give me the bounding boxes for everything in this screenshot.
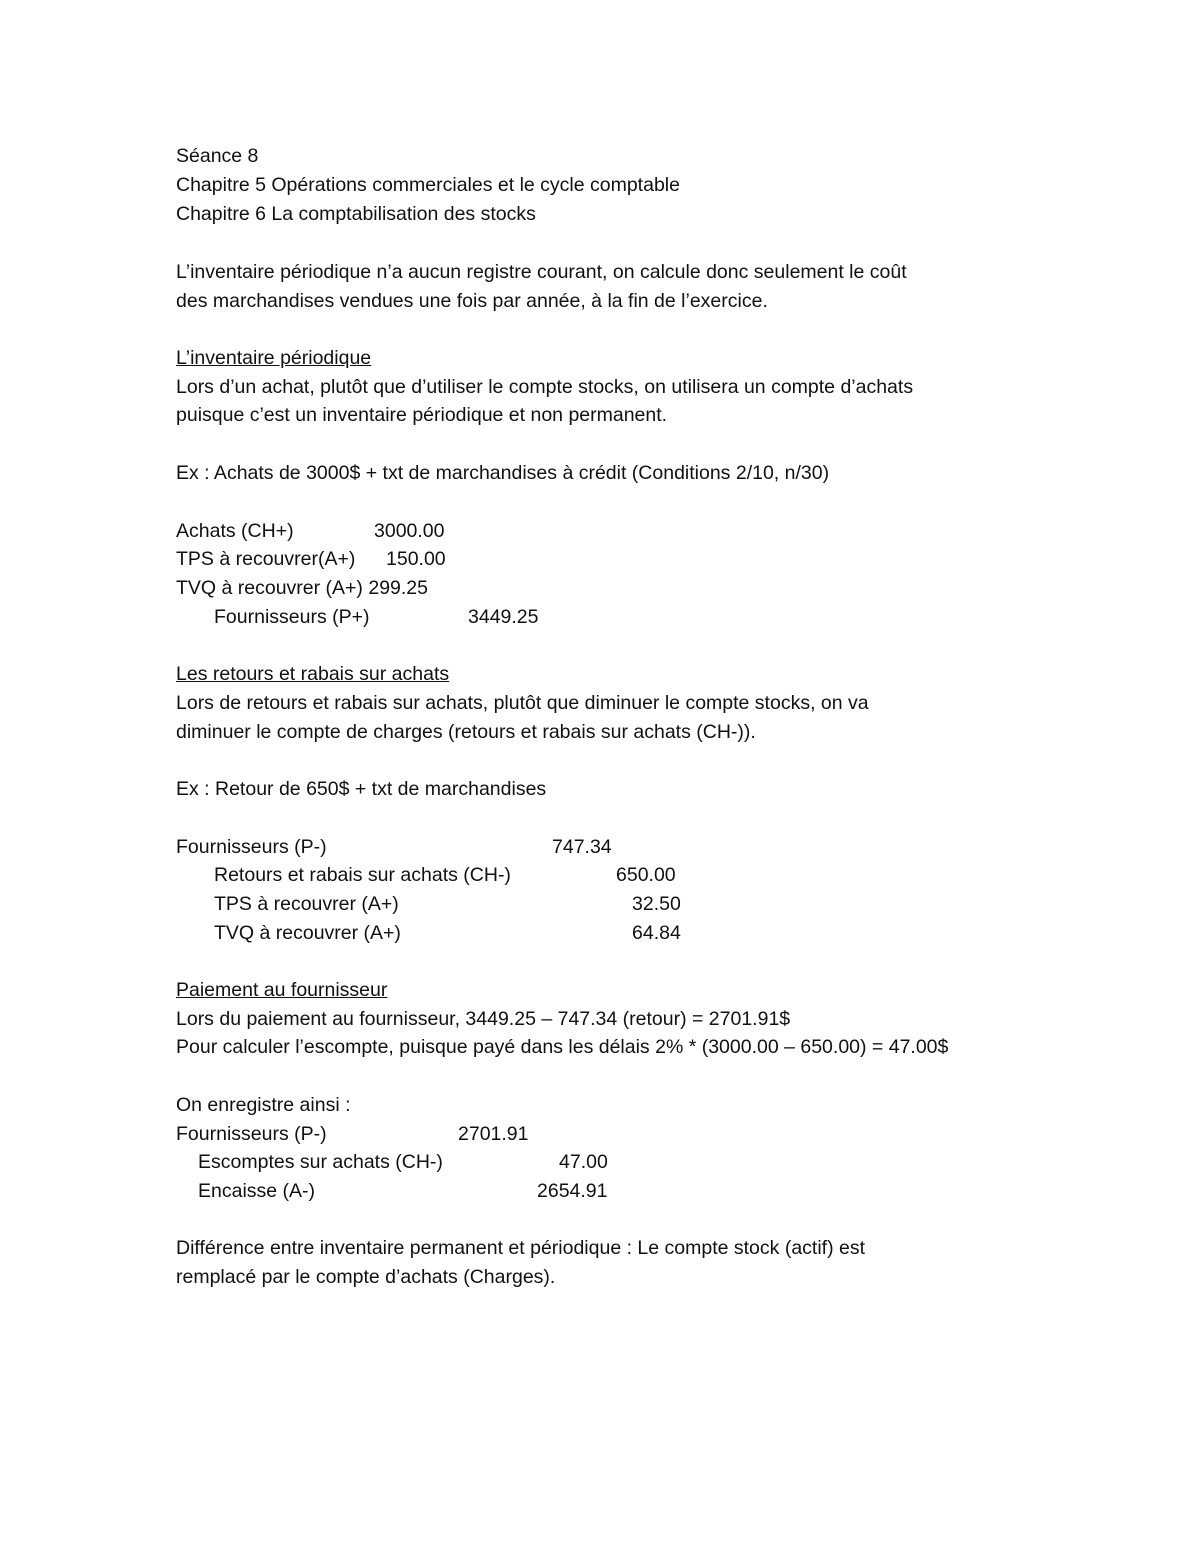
conclusion-line-1: Différence entre inventaire permanent et périodique : Le compte stock (actif) est — [176, 1237, 866, 1259]
entry-account: Fournisseurs (P-) — [176, 1123, 327, 1145]
entry-account: TVQ à recouvrer (A+) — [214, 922, 401, 944]
session-title: Séance 8 — [176, 145, 259, 167]
payment-paragraph-line-1: Lors du paiement au fournisseur, 3449.25 – 747.34 (retour) = 2701.91$ — [176, 1008, 791, 1030]
entry-debit: 747.34 — [552, 836, 612, 858]
payment-heading: Paiement au fournisseur — [176, 979, 388, 1001]
entry-credit: 47.00 — [559, 1151, 608, 1173]
returns-paragraph-line-2: diminuer le compte de charges (retours et rabais sur achats (CH-)). — [176, 721, 756, 743]
entry-debit: 150.00 — [386, 548, 446, 570]
periodic-paragraph-line-2: puisque c’est un inventaire périodique et non permanent. — [176, 404, 668, 426]
entry-credit: 650.00 — [616, 864, 676, 886]
entry-account: Fournisseurs (P+) — [214, 606, 370, 628]
periodic-paragraph-line-1: Lors d’un achat, plutôt que d’utiliser le compte stocks, on utilisera un compte d’achats — [176, 376, 914, 398]
entry-credit: 32.50 — [632, 893, 681, 915]
returns-example: Ex : Retour de 650$ + txt de marchandises — [176, 778, 547, 800]
payment-record-intro: On enregistre ainsi : — [176, 1094, 351, 1116]
entry-account-with-amount: TVQ à recouvrer (A+) 299.25 — [176, 577, 428, 599]
intro-line-2: des marchandises vendues une fois par année, à la fin de l’exercice. — [176, 290, 768, 312]
payment-paragraph-line-2: Pour calculer l’escompte, puisque payé dans les délais 2% * (3000.00 – 650.00) = 47.00$ — [176, 1036, 949, 1058]
entry-debit: 3000.00 — [374, 520, 445, 542]
periodic-inventory-heading: L’inventaire périodique — [176, 347, 372, 369]
entry-account: Encaisse (A-) — [198, 1180, 316, 1202]
entry-account: Retours et rabais sur achats (CH-) — [214, 864, 511, 886]
chapter-6-title: Chapitre 6 La comptabilisation des stocks — [176, 203, 536, 225]
intro-line-1: L’inventaire périodique n’a aucun registre courant, on calcule donc seulement le coût — [176, 261, 907, 283]
entry-debit: 2701.91 — [458, 1123, 529, 1145]
entry-credit: 3449.25 — [468, 606, 539, 628]
entry-account: Escomptes sur achats (CH-) — [198, 1151, 443, 1173]
returns-paragraph-line-1: Lors de retours et rabais sur achats, plutôt que diminuer le compte stocks, on va — [176, 692, 869, 714]
purchase-example: Ex : Achats de 3000$ + txt de marchandises à crédit (Conditions 2/10, n/30) — [176, 462, 830, 484]
chapter-5-title: Chapitre 5 Opérations commerciales et le cycle comptable — [176, 174, 680, 196]
entry-account: TPS à recouvrer(A+) — [176, 548, 356, 570]
entry-account: Fournisseurs (P-) — [176, 836, 327, 858]
returns-heading: Les retours et rabais sur achats — [176, 663, 450, 685]
entry-credit: 2654.91 — [537, 1180, 608, 1202]
entry-account: TPS à recouvrer (A+) — [214, 893, 399, 915]
conclusion-line-2: remplacé par le compte d’achats (Charges). — [176, 1266, 556, 1288]
entry-credit: 64.84 — [632, 922, 681, 944]
entry-account: Achats (CH+) — [176, 520, 294, 542]
